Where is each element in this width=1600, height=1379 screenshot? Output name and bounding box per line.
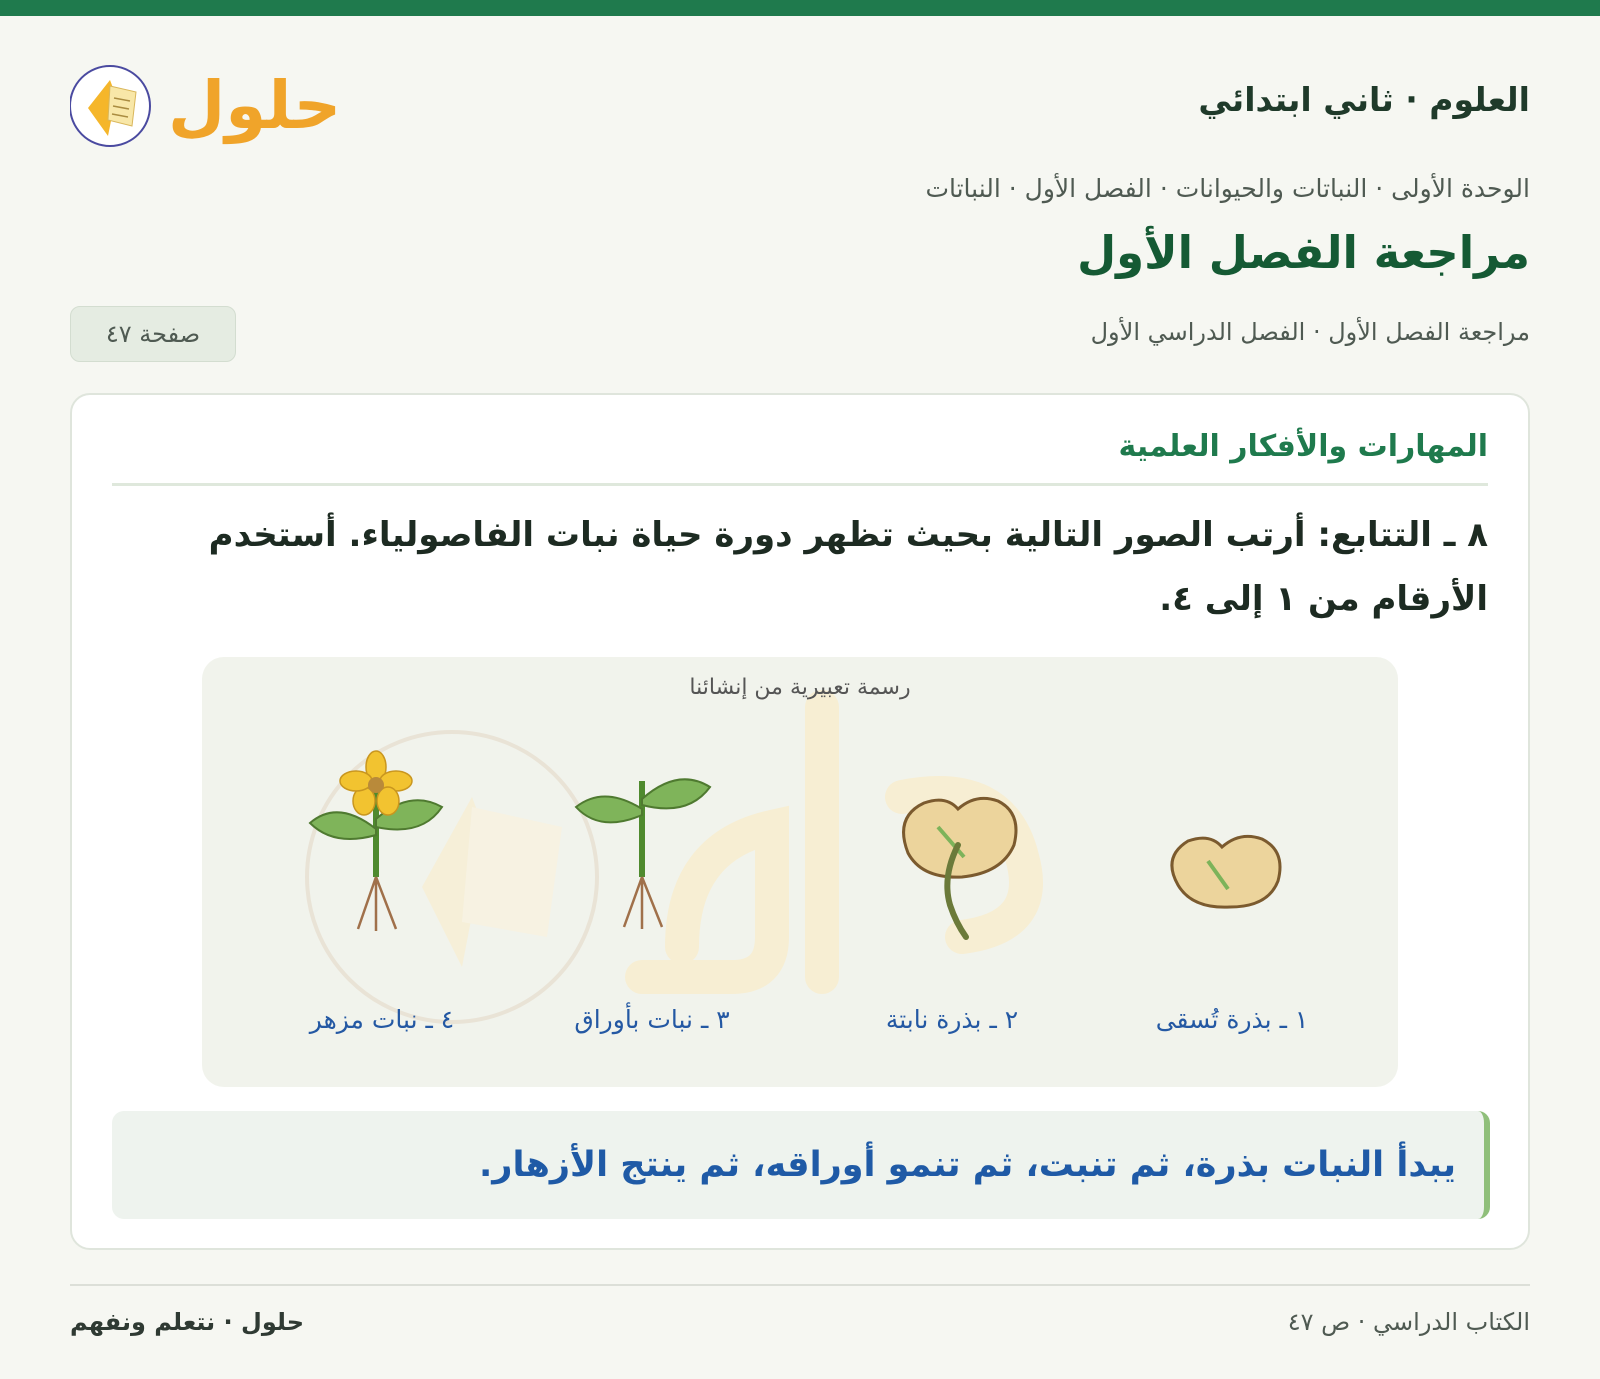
- stage-label-1: ١ ـ بذرة تُسقى: [1155, 1005, 1309, 1034]
- figure-caption: رسمة تعبيرية من إنشائنا: [689, 675, 911, 700]
- stage-seed: [1122, 737, 1342, 1067]
- page-number-badge: صفحة ٤٧: [70, 306, 236, 362]
- chapter-subline: مراجعة الفصل الأول · الفصل الدراسي الأول: [1090, 318, 1530, 346]
- subject-title: العلوم · ثاني ابتدائي: [1198, 80, 1530, 119]
- leafy-plant-icon: [542, 737, 762, 997]
- seed-icon: [1122, 737, 1342, 997]
- stage-label-3: ٣ ـ نبات بأوراق: [574, 1005, 730, 1034]
- header: [70, 46, 1530, 166]
- stage-sprouting-seed: [842, 737, 1062, 1067]
- life-cycle-figure: [202, 657, 1398, 1087]
- answer-box: يبدأ النبات بذرة، ثم تنبت، ثم تنمو أوراقه، ثم ينتج الأزهار.: [112, 1111, 1490, 1219]
- logo-text: حلول: [168, 67, 340, 144]
- footer-divider: [70, 1284, 1530, 1286]
- section-divider: [112, 483, 1488, 486]
- logo-icon: [70, 46, 340, 156]
- flowering-plant-icon: [272, 737, 492, 997]
- top-bar: [0, 0, 1600, 16]
- stage-label-2: ٢ ـ بذرة نابتة: [885, 1005, 1019, 1034]
- question-text: ٨ ـ التتابع: أرتب الصور التالية بحيث تظهر دورة حياة نبات الفاصولياء. أستخدم الأرقام من ١ إلى ٤.: [208, 515, 1488, 619]
- footer-page-reference: الكتاب الدراسي · ص ٤٧: [1287, 1308, 1530, 1336]
- sprouting-seed-icon: [842, 737, 1062, 997]
- stage-flowering-plant: [272, 737, 492, 1067]
- stage-leafy-plant: [542, 737, 762, 1067]
- content-card: [70, 393, 1530, 1250]
- page-title: مراجعة الفصل الأول: [1077, 226, 1530, 279]
- stage-label-4: ٤ ـ نبات مزهر: [309, 1005, 455, 1034]
- footer-brand: حلول · نتعلم ونفهم: [70, 1308, 304, 1336]
- section-title: المهارات والأفكار العلمية: [1118, 429, 1488, 464]
- site-logo[interactable]: [70, 46, 340, 156]
- breadcrumb[interactable]: الوحدة الأولى · النباتات والحيوانات · الفصل الأول · النباتات: [925, 174, 1530, 203]
